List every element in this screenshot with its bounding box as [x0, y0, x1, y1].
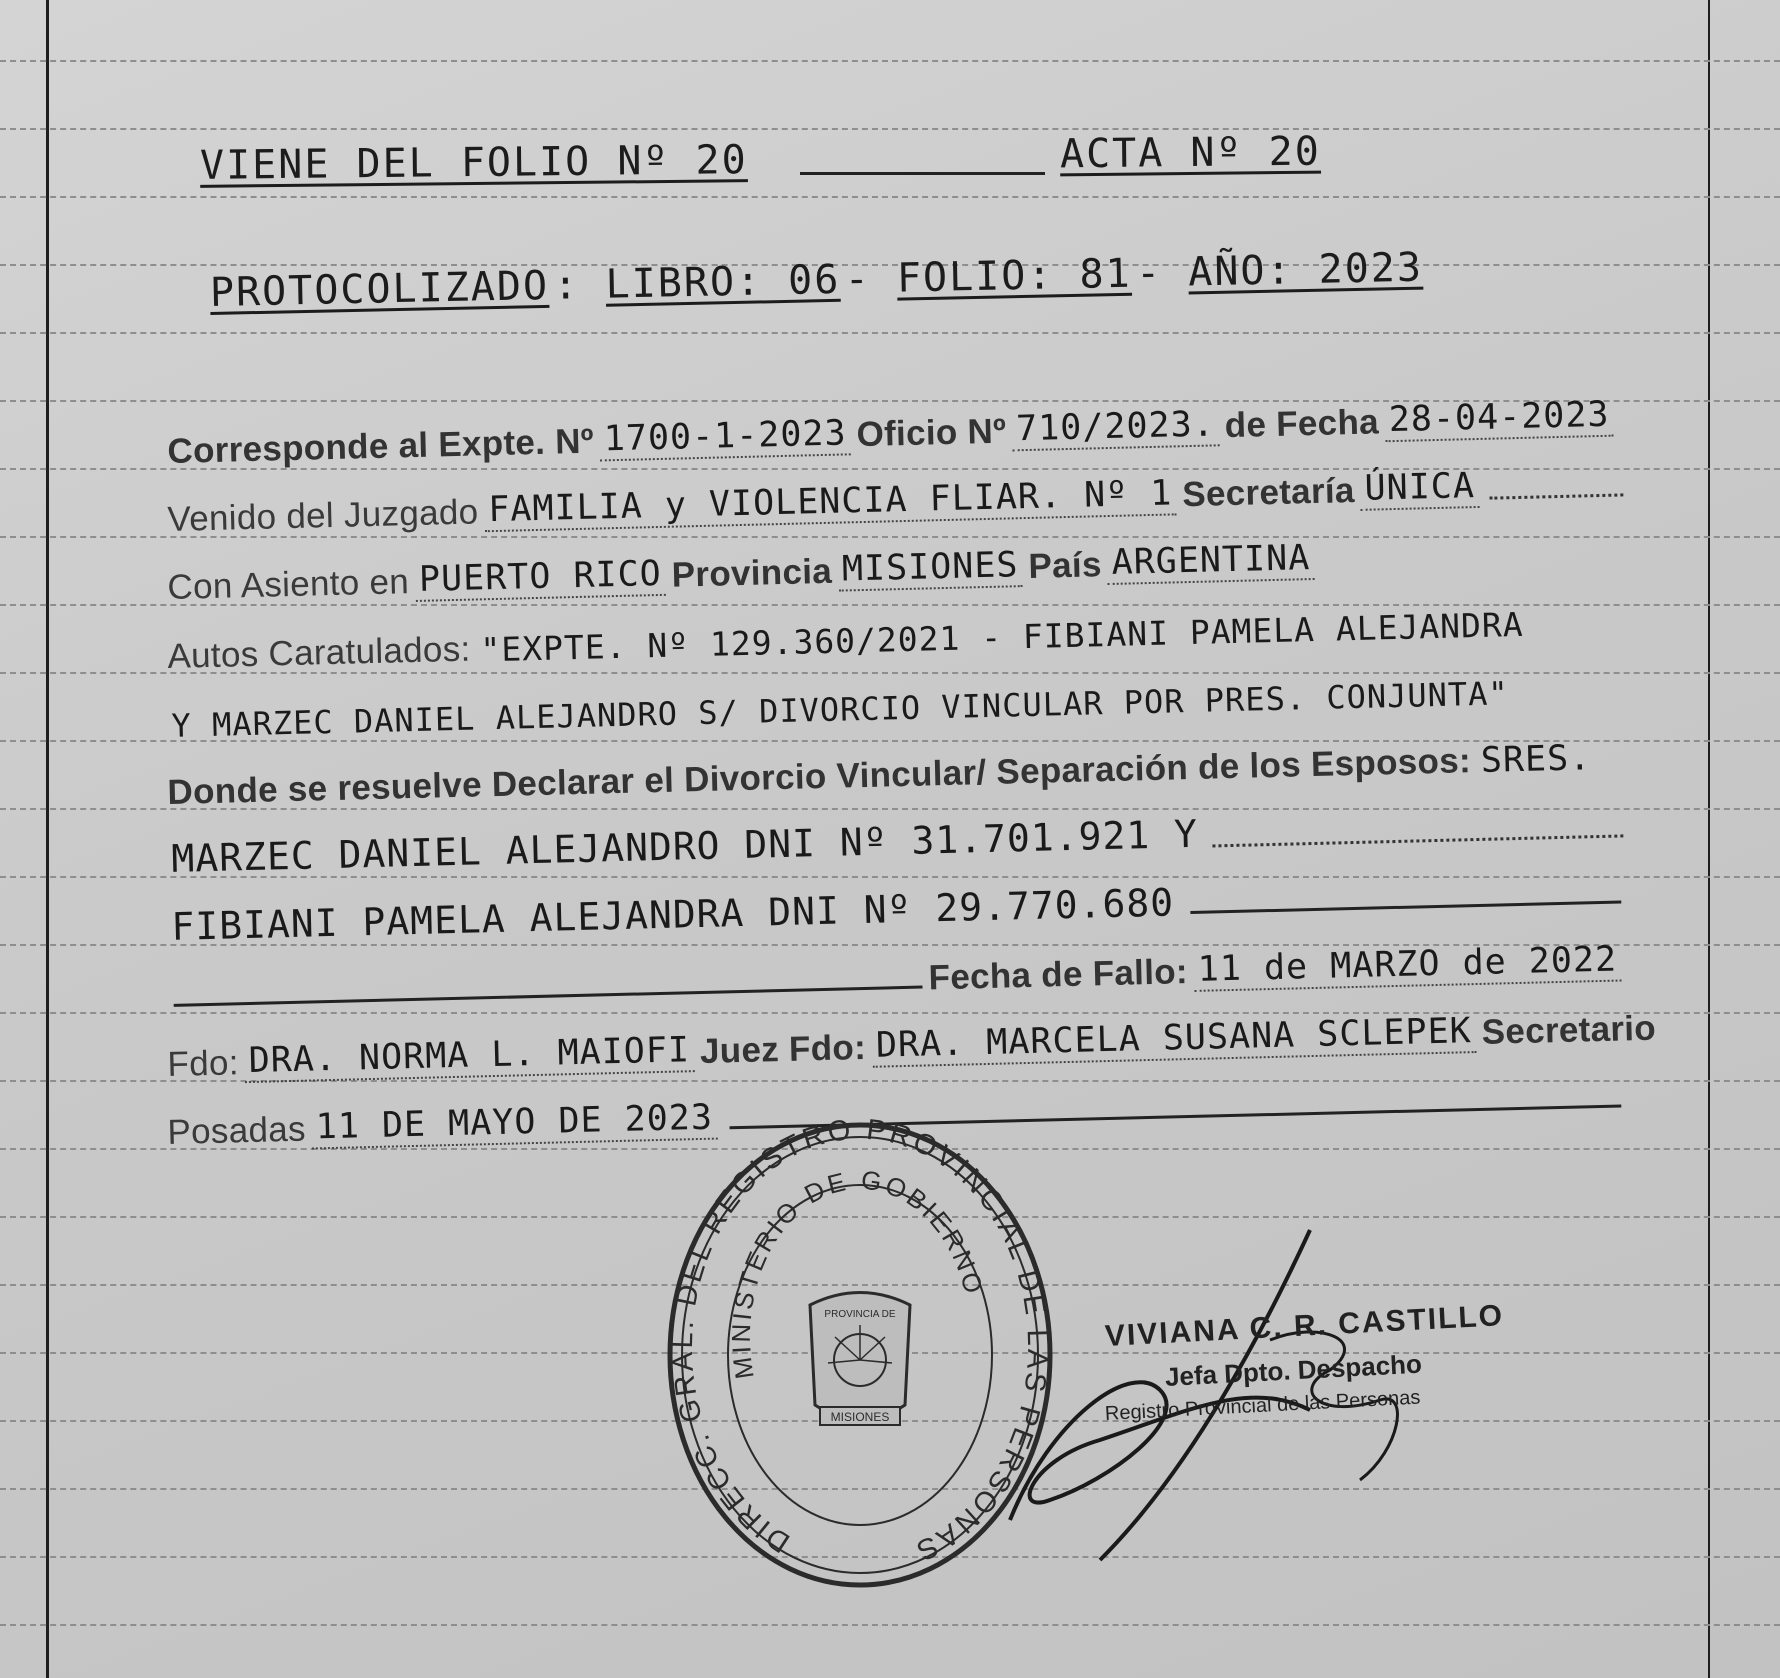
- signer-name: VIVIANA C. R. CASTILLO: [1104, 1299, 1505, 1353]
- resuelve-label: Donde se resuelve Declarar el Divorcio Vincular/ Separación de los Esposos:: [167, 741, 1472, 813]
- oficio-label: Oficio Nº: [856, 411, 1007, 455]
- signature-stamp: [1104, 1299, 1525, 1426]
- right-margin-line: [1708, 0, 1710, 1678]
- fecha-label: de Fecha: [1224, 402, 1380, 446]
- autos-value-1: "EXPTE. Nº 129.360/2021 - FIBIANI PAMELA ALEJANDRA: [480, 604, 1525, 670]
- secretaria-value: ÚNICA: [1360, 466, 1479, 511]
- fecha-value: 28-04-2023: [1384, 395, 1614, 443]
- libro-value: LIBRO: 06: [605, 256, 841, 308]
- ruled-line: [0, 1624, 1780, 1626]
- fill-line: [1190, 900, 1621, 914]
- provincia-value: MISIONES: [837, 545, 1023, 591]
- esposo-1: MARZEC DANIEL ALEJANDRO DNI Nº 31.701.921 Y: [170, 811, 1199, 881]
- header-fill-line: [800, 172, 1045, 175]
- ruled-line: [0, 60, 1780, 62]
- provincia-label: Provincia: [671, 551, 833, 595]
- autos-label: Autos Caratulados:: [167, 629, 471, 677]
- anio-value: AÑO: 2023: [1187, 244, 1424, 296]
- esposo-2: FIBIANI PAMELA ALEJANDRA DNI Nº 29.770.680: [170, 880, 1175, 949]
- secretario-label: Secretario: [1481, 1008, 1657, 1052]
- juez-value: DRA. MARCELA SUSANA SCLEPEK: [871, 1011, 1476, 1068]
- protocolizado-label: PROTOCOLIZADO: [209, 262, 550, 316]
- dotted-fill: [1212, 833, 1623, 847]
- juez-label: Juez Fdo:: [699, 1027, 867, 1071]
- fill-line: [174, 986, 923, 1007]
- viene-del-folio: VIENE DEL FOLIO Nº 20: [199, 137, 748, 189]
- seal-outer-text: DIRECC. GRAL. DEL REGISTRO PROVINCIAL DE LAS PERSONAS: [666, 1115, 1054, 1568]
- resuelve-value: SRES.: [1480, 738, 1592, 781]
- juzgado-value: FAMILIA y VIOLENCIA FLIAR. Nº 1: [484, 473, 1177, 532]
- acta-number: ACTA Nº 20: [1059, 128, 1322, 178]
- folio-value: FOLIO: 81: [896, 250, 1133, 302]
- posadas-value: 11 DE MAYO DE 2023: [311, 1098, 717, 1150]
- autos-value-2: Y MARZEC DANIEL ALEJANDRO S/ DIVORCIO VINCULAR POR PRES. CONJUNTA": [171, 674, 1510, 745]
- fecha-fallo-label: Fecha de Fallo:: [928, 952, 1189, 998]
- juzgado-label: Venido del Juzgado: [167, 492, 479, 540]
- dotted-fill: [1489, 492, 1623, 499]
- posadas-label: Posadas: [167, 1109, 307, 1153]
- ruled-line: [0, 196, 1780, 198]
- provincial-emblem-icon: [810, 1293, 910, 1426]
- asiento-value: PUERTO RICO: [415, 554, 667, 602]
- emblem-bottom-text: MISIONES: [830, 1410, 890, 1424]
- ruled-line: [0, 128, 1780, 130]
- emblem-top-text: PROVINCIA DE: [824, 1309, 896, 1320]
- expte-label: Corresponde al Expte. Nº: [167, 421, 595, 472]
- signer-title: Jefa Dpto. Despacho: [1164, 1348, 1423, 1392]
- expte-value: 1700-1-2023: [599, 413, 851, 461]
- seal-inner-text: MINISTERIO DE GOBIERNO: [725, 1164, 990, 1381]
- oficio-value: 710/2023.: [1012, 404, 1220, 451]
- fdo-label: Fdo:: [167, 1043, 240, 1085]
- asiento-label: Con Asiento en: [167, 562, 410, 608]
- signer-org: Registro Provincial de las Personas: [1104, 1386, 1421, 1425]
- pais-value: ARGENTINA: [1107, 538, 1315, 585]
- pais-label: País: [1028, 545, 1103, 586]
- protocolizado-line: PROTOCOLIZADO : LIBRO: 06 - FOLIO: 81 - AÑO: 2023: [209, 244, 1424, 316]
- fdo-value: DRA. NORMA L. MAIOFI: [244, 1030, 694, 1083]
- left-margin-line: [46, 0, 49, 1678]
- ruled-line: [0, 332, 1780, 334]
- fecha-fallo-value: 11 de MARZO de 2022: [1193, 939, 1621, 991]
- secretaria-label: Secretaría: [1181, 470, 1356, 515]
